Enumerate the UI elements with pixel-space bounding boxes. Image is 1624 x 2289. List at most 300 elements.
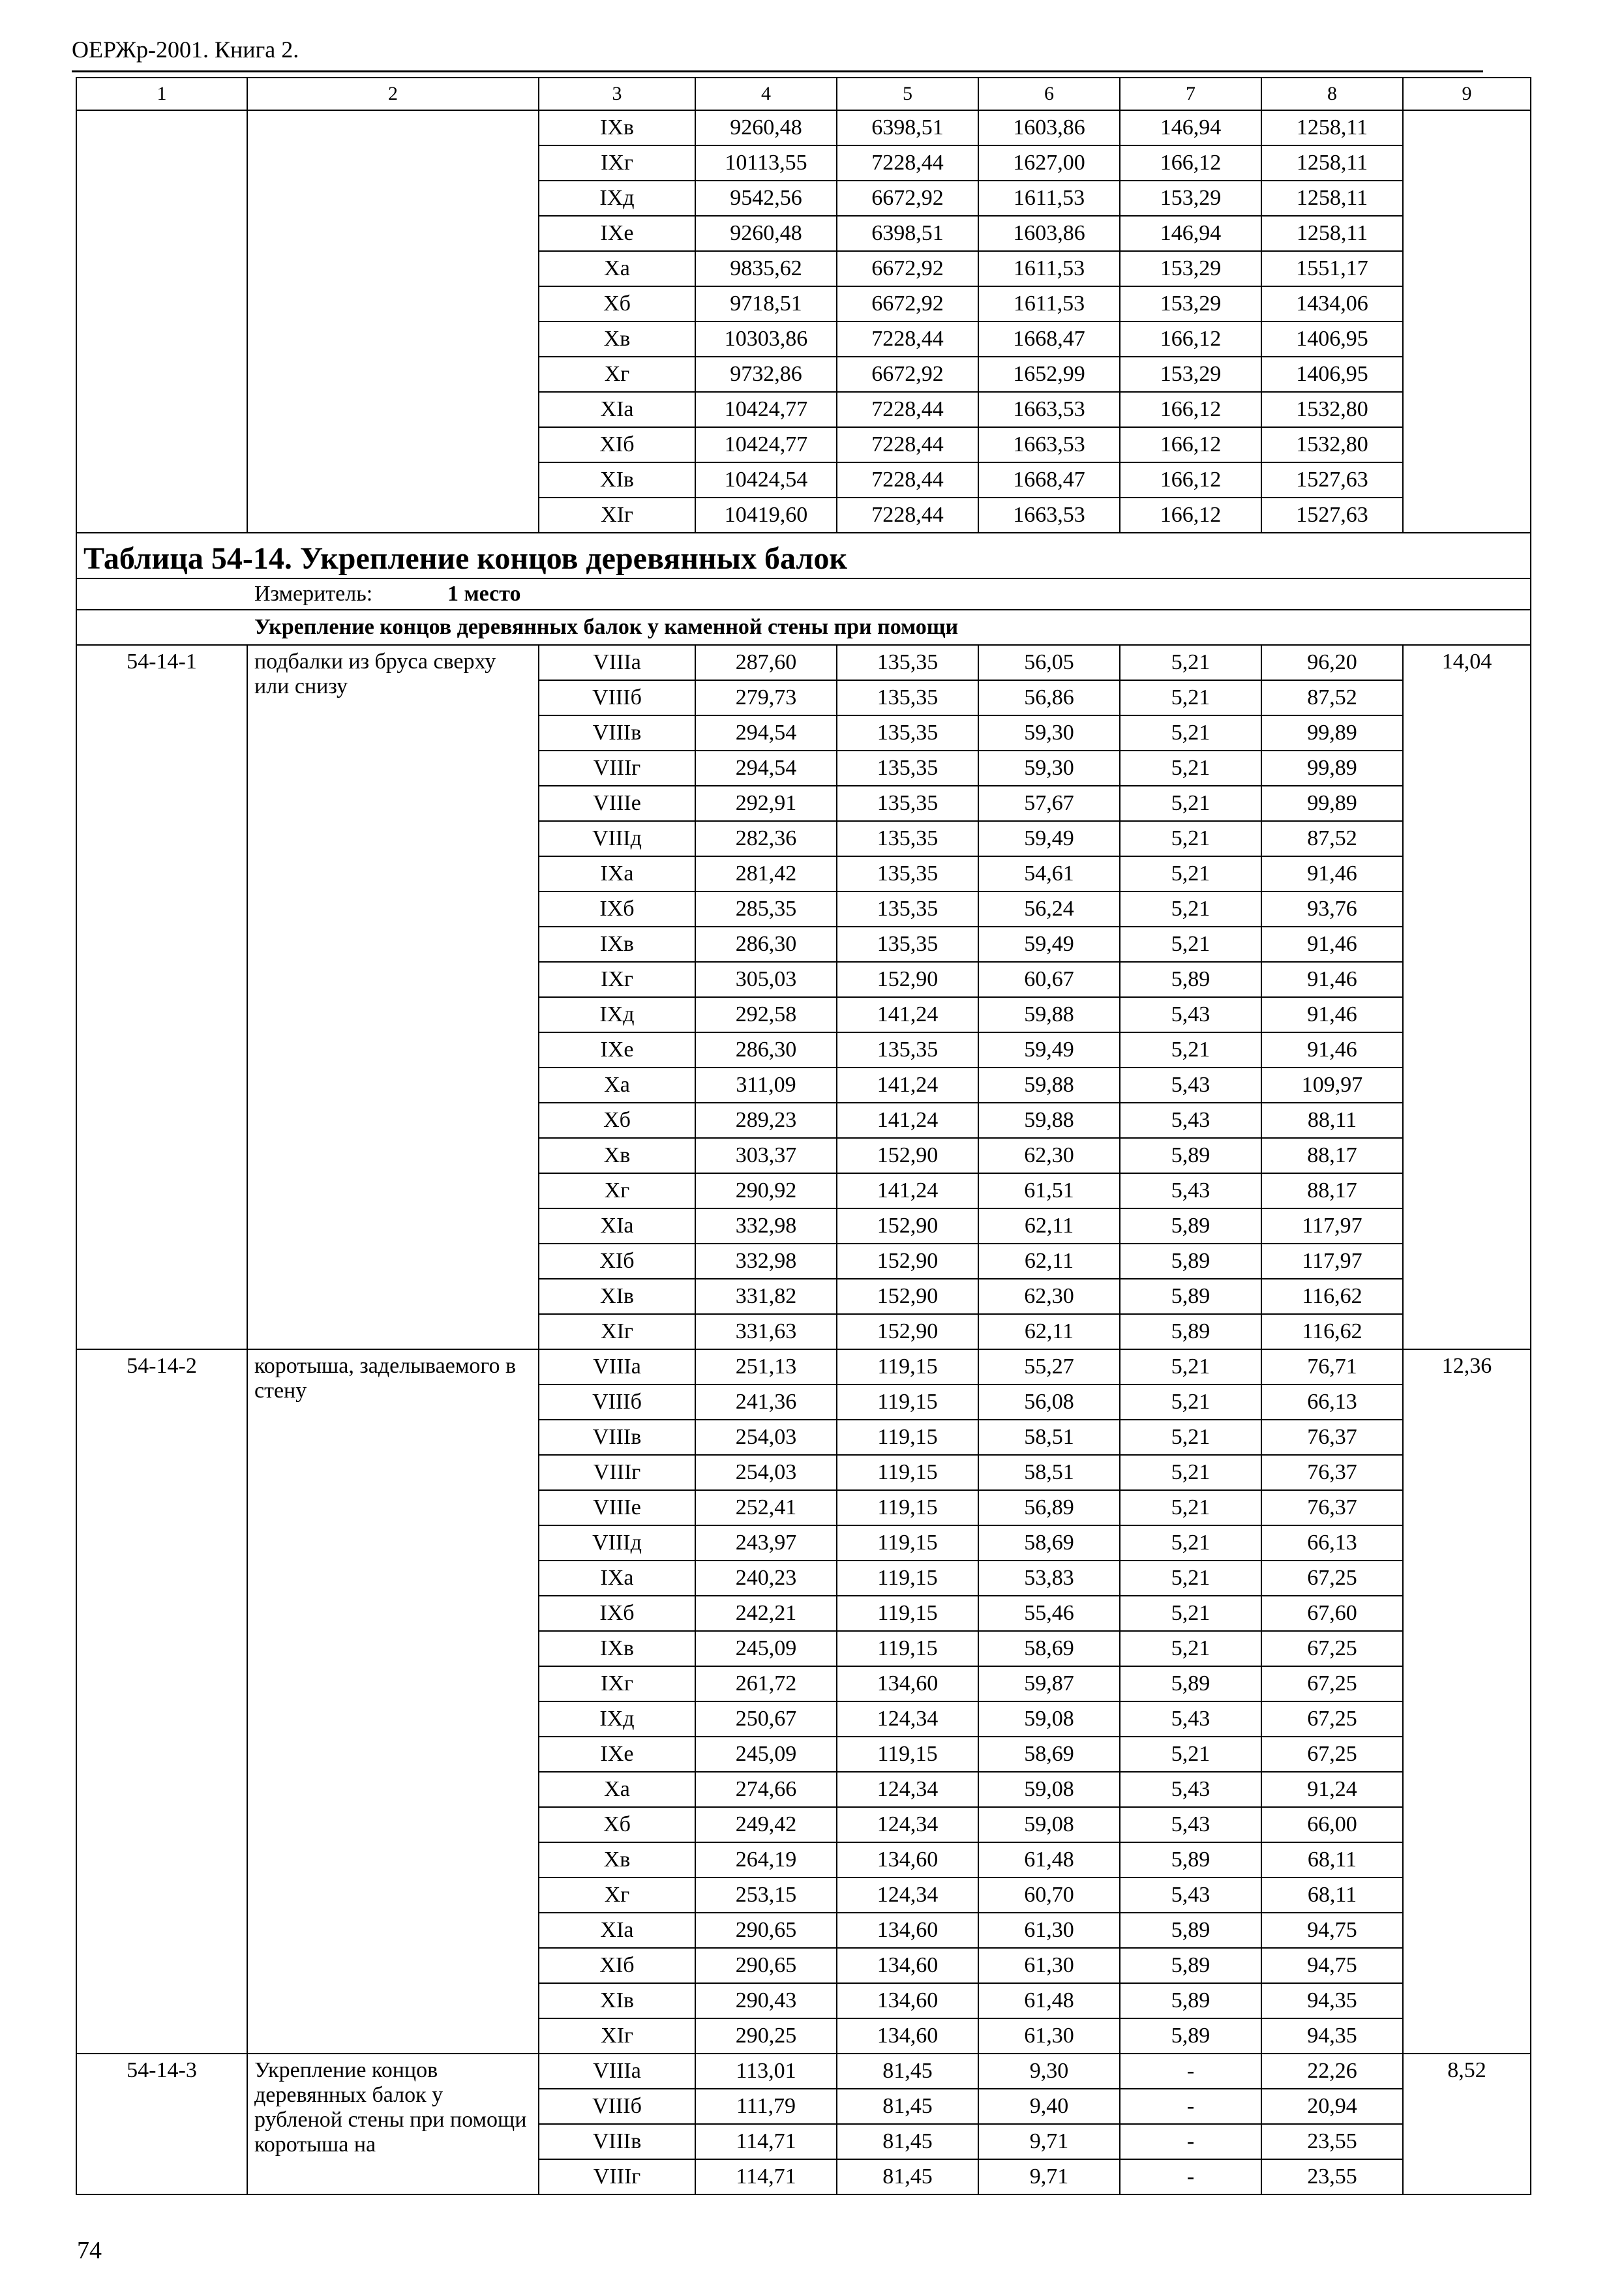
- cell-machinist-wage: 5,21: [1120, 645, 1261, 680]
- cell-machine-cost: 59,08: [978, 1807, 1120, 1842]
- cell-labor-cost: 152,90: [837, 1279, 978, 1314]
- cell-direct-cost: 10113,55: [695, 145, 837, 181]
- cell-region: XIв: [539, 1279, 695, 1314]
- cell-materials: 117,97: [1261, 1208, 1403, 1244]
- cell-materials: 68,11: [1261, 1878, 1403, 1913]
- column-number: 4: [695, 78, 837, 110]
- cell-labor-cost: 135,35: [837, 645, 978, 680]
- cell-materials: 99,89: [1261, 751, 1403, 786]
- cell-machine-cost: 56,86: [978, 680, 1120, 715]
- cell-machine-cost: 59,49: [978, 821, 1120, 856]
- cell-labor-cost: 119,15: [837, 1737, 978, 1772]
- cell-machine-cost: 60,67: [978, 962, 1120, 997]
- cell-region: IXв: [539, 110, 695, 145]
- cell-materials: 67,25: [1261, 1631, 1403, 1666]
- cell-direct-cost: 274,66: [695, 1772, 837, 1807]
- cell-direct-cost: 9260,48: [695, 110, 837, 145]
- cell-direct-cost: 264,19: [695, 1842, 837, 1878]
- cell-materials: 91,46: [1261, 997, 1403, 1032]
- cell-direct-cost: 10424,77: [695, 427, 837, 462]
- cell-region: VIIIб: [539, 2089, 695, 2124]
- cell-machine-cost: 1603,86: [978, 216, 1120, 251]
- cell-machinist-wage: 5,89: [1120, 1842, 1261, 1878]
- table-row: [76, 645, 1531, 680]
- cell-machine-cost: 62,11: [978, 1314, 1120, 1349]
- cell-materials: 1527,63: [1261, 462, 1403, 498]
- cell-machine-cost: 58,51: [978, 1455, 1120, 1490]
- cell-labor-cost: 81,45: [837, 2159, 978, 2194]
- cell-materials: 76,37: [1261, 1420, 1403, 1455]
- meter-label: Измеритель:: [254, 581, 373, 606]
- cell-materials: 93,76: [1261, 891, 1403, 927]
- cell-machinist-wage: 5,89: [1120, 1666, 1261, 1701]
- cell-extra: 8,52: [1403, 2054, 1531, 2194]
- table-row: [76, 110, 1531, 145]
- cell-machine-cost: 53,83: [978, 1561, 1120, 1596]
- cell-materials: 23,55: [1261, 2159, 1403, 2194]
- column-number-row: [76, 78, 1531, 110]
- cell-direct-cost: 331,63: [695, 1314, 837, 1349]
- cell-machinist-wage: 153,29: [1120, 286, 1261, 322]
- cell-labor-cost: 135,35: [837, 786, 978, 821]
- cell-direct-cost: 290,25: [695, 2018, 837, 2054]
- cell-direct-cost: 285,35: [695, 891, 837, 927]
- cell-machine-cost: 59,30: [978, 751, 1120, 786]
- cell-materials: 76,37: [1261, 1455, 1403, 1490]
- cell-labor-cost: 152,90: [837, 1138, 978, 1173]
- cell-direct-cost: 9835,62: [695, 251, 837, 286]
- cell-direct-cost: 286,30: [695, 927, 837, 962]
- cell-labor-cost: 141,24: [837, 1068, 978, 1103]
- cell-labor-cost: 134,60: [837, 1842, 978, 1878]
- cell-extra: 14,04: [1403, 645, 1531, 1349]
- cell-labor-cost: 135,35: [837, 927, 978, 962]
- cell-materials: 88,17: [1261, 1138, 1403, 1173]
- cell-direct-cost: 290,65: [695, 1913, 837, 1948]
- cell-direct-cost: 305,03: [695, 962, 837, 997]
- cell-region: XIв: [539, 462, 695, 498]
- cell-direct-cost: 114,71: [695, 2159, 837, 2194]
- cell-machinist-wage: 5,21: [1120, 856, 1261, 891]
- cell-materials: 76,71: [1261, 1349, 1403, 1384]
- header-rule: [72, 70, 1483, 72]
- column-number: 5: [837, 78, 978, 110]
- cell-machinist-wage: 5,43: [1120, 1772, 1261, 1807]
- cell-materials: 109,97: [1261, 1068, 1403, 1103]
- cell-labor-cost: 124,34: [837, 1701, 978, 1737]
- cell-machinist-wage: 5,21: [1120, 891, 1261, 927]
- cell-materials: 96,20: [1261, 645, 1403, 680]
- cell-machinist-wage: 5,43: [1120, 1701, 1261, 1737]
- cell-machine-cost: 56,24: [978, 891, 1120, 927]
- cell-direct-cost: 249,42: [695, 1807, 837, 1842]
- meter-row: [76, 578, 1531, 610]
- cell-labor-cost: 119,15: [837, 1631, 978, 1666]
- cell-direct-cost: 281,42: [695, 856, 837, 891]
- column-number: 7: [1120, 78, 1261, 110]
- cell-region: XIб: [539, 1244, 695, 1279]
- cell-machinist-wage: 5,89: [1120, 962, 1261, 997]
- cell-region: IXб: [539, 891, 695, 927]
- cell-machine-cost: 58,69: [978, 1737, 1120, 1772]
- column-number: 1: [76, 78, 247, 110]
- cell-direct-cost: 10419,60: [695, 498, 837, 533]
- cell-region: IXд: [539, 1701, 695, 1737]
- cell-region: IXв: [539, 927, 695, 962]
- table-title-row: [76, 533, 1531, 578]
- cell-machinist-wage: 5,89: [1120, 1244, 1261, 1279]
- cell-region: IXе: [539, 216, 695, 251]
- column-number: 2: [247, 78, 539, 110]
- cell-materials: 66,13: [1261, 1525, 1403, 1561]
- cell-machine-cost: 61,30: [978, 1913, 1120, 1948]
- cell-region: Xб: [539, 1807, 695, 1842]
- cell-machine-cost: 1663,53: [978, 427, 1120, 462]
- cell-labor-cost: 6672,92: [837, 181, 978, 216]
- cell-labor-cost: 119,15: [837, 1455, 978, 1490]
- cell-labor-cost: 141,24: [837, 1103, 978, 1138]
- cell-materials: 1527,63: [1261, 498, 1403, 533]
- cell-region: VIIIд: [539, 821, 695, 856]
- cell-machinist-wage: 5,21: [1120, 1349, 1261, 1384]
- cell-direct-cost: 9260,48: [695, 216, 837, 251]
- cell-labor-cost: 141,24: [837, 1173, 978, 1208]
- cell-machine-cost: 59,88: [978, 1068, 1120, 1103]
- cell-machinist-wage: 5,21: [1120, 1032, 1261, 1068]
- cell-materials: 1551,17: [1261, 251, 1403, 286]
- cell-machine-cost: 1652,99: [978, 357, 1120, 392]
- cell-direct-cost: 331,82: [695, 1279, 837, 1314]
- cell-direct-cost: 251,13: [695, 1349, 837, 1384]
- cell-machine-cost: 61,48: [978, 1983, 1120, 2018]
- cell-materials: 91,46: [1261, 1032, 1403, 1068]
- cell-machinist-wage: 5,21: [1120, 1420, 1261, 1455]
- cell-machine-cost: 1611,53: [978, 286, 1120, 322]
- cell-description: коротыша, заделываемого в стену: [247, 1349, 539, 2054]
- cell-machinist-wage: -: [1120, 2124, 1261, 2159]
- cell-machine-cost: 59,30: [978, 715, 1120, 751]
- cell-machine-cost: 62,30: [978, 1138, 1120, 1173]
- cell-labor-cost: 7228,44: [837, 498, 978, 533]
- cell-materials: 67,60: [1261, 1596, 1403, 1631]
- cell-materials: 99,89: [1261, 786, 1403, 821]
- cell-region: VIIIв: [539, 2124, 695, 2159]
- cell-machine-cost: 1611,53: [978, 251, 1120, 286]
- cell-materials: 94,75: [1261, 1913, 1403, 1948]
- meter-value: 1 место: [447, 581, 521, 606]
- cell-materials: 1258,11: [1261, 145, 1403, 181]
- cell-direct-cost: 10424,54: [695, 462, 837, 498]
- cell-labor-cost: 7228,44: [837, 427, 978, 462]
- cell-direct-cost: 245,09: [695, 1737, 837, 1772]
- cell-region: IXг: [539, 145, 695, 181]
- cell-materials: 1532,80: [1261, 392, 1403, 427]
- cell-machine-cost: 61,51: [978, 1173, 1120, 1208]
- page-header: ОЕРЖр-2001. Книга 2.: [72, 37, 299, 63]
- cell-machinist-wage: 5,21: [1120, 1455, 1261, 1490]
- cell-machine-cost: 59,08: [978, 1701, 1120, 1737]
- cell-machine-cost: 55,46: [978, 1596, 1120, 1631]
- cell-region: XIб: [539, 1948, 695, 1983]
- cell-machine-cost: 1603,86: [978, 110, 1120, 145]
- cell-machinist-wage: 146,94: [1120, 216, 1261, 251]
- cell-labor-cost: 81,45: [837, 2054, 978, 2089]
- cell-direct-cost: 290,43: [695, 1983, 837, 2018]
- cell-machinist-wage: 5,43: [1120, 1807, 1261, 1842]
- cell-machinist-wage: 5,21: [1120, 1631, 1261, 1666]
- cell-materials: 1406,95: [1261, 357, 1403, 392]
- cell-machinist-wage: 5,89: [1120, 1983, 1261, 2018]
- cell-region: XIа: [539, 1208, 695, 1244]
- cell-machinist-wage: 166,12: [1120, 498, 1261, 533]
- cell-machinist-wage: 5,21: [1120, 1596, 1261, 1631]
- cell-machine-cost: 1611,53: [978, 181, 1120, 216]
- cell-region: VIIIе: [539, 1490, 695, 1525]
- cell-machine-cost: 58,69: [978, 1631, 1120, 1666]
- cell-labor-cost: 134,60: [837, 1948, 978, 1983]
- cell-materials: 91,46: [1261, 962, 1403, 997]
- cell-region: Xб: [539, 286, 695, 322]
- cell-machine-cost: 58,69: [978, 1525, 1120, 1561]
- cell-direct-cost: 250,67: [695, 1701, 837, 1737]
- cell-labor-cost: 134,60: [837, 1983, 978, 2018]
- cell-machine-cost: 61,30: [978, 1948, 1120, 1983]
- cell-direct-cost: 114,71: [695, 2124, 837, 2159]
- cell-machinist-wage: 5,21: [1120, 1561, 1261, 1596]
- cell-materials: 66,13: [1261, 1384, 1403, 1420]
- column-number: 9: [1403, 78, 1531, 110]
- cell-region: IXе: [539, 1032, 695, 1068]
- cell-labor-cost: 6398,51: [837, 110, 978, 145]
- cell-machinist-wage: 166,12: [1120, 392, 1261, 427]
- cell-region: IXг: [539, 1666, 695, 1701]
- cell-materials: 1258,11: [1261, 110, 1403, 145]
- cell-direct-cost: 113,01: [695, 2054, 837, 2089]
- table-row: [76, 1349, 1531, 1384]
- table-title: Таблица 54-14. Укрепление концов деревянных балок: [76, 533, 1531, 578]
- cell-region: VIIIд: [539, 1525, 695, 1561]
- cell-region: VIIIв: [539, 1420, 695, 1455]
- cell-machinist-wage: 5,43: [1120, 1103, 1261, 1138]
- cell-machine-cost: 59,88: [978, 997, 1120, 1032]
- cell-machinist-wage: 5,21: [1120, 715, 1261, 751]
- cell-machinist-wage: 5,89: [1120, 1138, 1261, 1173]
- cell-direct-cost: 294,54: [695, 715, 837, 751]
- cell-labor-cost: 119,15: [837, 1561, 978, 1596]
- cell-region: VIIIе: [539, 786, 695, 821]
- cell-machine-cost: 9,40: [978, 2089, 1120, 2124]
- cell-region: Xа: [539, 1772, 695, 1807]
- cell-machinist-wage: 5,21: [1120, 1525, 1261, 1561]
- cell-direct-cost: 290,92: [695, 1173, 837, 1208]
- column-number: 6: [978, 78, 1120, 110]
- cell-region: VIIIв: [539, 715, 695, 751]
- cell-machinist-wage: 153,29: [1120, 357, 1261, 392]
- cell-region: VIIIа: [539, 1349, 695, 1384]
- cell-region: VIIIб: [539, 1384, 695, 1420]
- cell-machinist-wage: 5,21: [1120, 821, 1261, 856]
- cell-machine-cost: 59,87: [978, 1666, 1120, 1701]
- cell-machinist-wage: -: [1120, 2159, 1261, 2194]
- cell-extra: 12,36: [1403, 1349, 1531, 2054]
- cell-direct-cost: 111,79: [695, 2089, 837, 2124]
- cell-direct-cost: 9732,86: [695, 357, 837, 392]
- cell-region: XIв: [539, 1983, 695, 2018]
- cell-machinist-wage: 166,12: [1120, 145, 1261, 181]
- cell-labor-cost: 119,15: [837, 1349, 978, 1384]
- cell-direct-cost: 286,30: [695, 1032, 837, 1068]
- cell-machine-cost: 56,05: [978, 645, 1120, 680]
- cell-materials: 91,24: [1261, 1772, 1403, 1807]
- cell-materials: 67,25: [1261, 1701, 1403, 1737]
- cell-labor-cost: 124,34: [837, 1772, 978, 1807]
- cell-labor-cost: 134,60: [837, 1913, 978, 1948]
- cell-direct-cost: 252,41: [695, 1490, 837, 1525]
- cell-machinist-wage: 153,29: [1120, 181, 1261, 216]
- cell-region: Xа: [539, 1068, 695, 1103]
- cell-materials: 117,97: [1261, 1244, 1403, 1279]
- rates-table: [76, 77, 1531, 2195]
- cell-materials: 94,75: [1261, 1948, 1403, 1983]
- cell-machine-cost: 1627,00: [978, 145, 1120, 181]
- cell-direct-cost: 9542,56: [695, 181, 837, 216]
- cell-materials: 22,26: [1261, 2054, 1403, 2089]
- cell-machinist-wage: 5,21: [1120, 1737, 1261, 1772]
- cell-labor-cost: 6672,92: [837, 251, 978, 286]
- cell-labor-cost: 119,15: [837, 1420, 978, 1455]
- cell-direct-cost: 10303,86: [695, 322, 837, 357]
- cell-labor-cost: 7228,44: [837, 462, 978, 498]
- cell-machinist-wage: 166,12: [1120, 322, 1261, 357]
- column-number: 3: [539, 78, 695, 110]
- cell-materials: 66,00: [1261, 1807, 1403, 1842]
- cell-labor-cost: 134,60: [837, 2018, 978, 2054]
- cell-labor-cost: 135,35: [837, 821, 978, 856]
- cell-materials: 1258,11: [1261, 216, 1403, 251]
- cell-labor-cost: 6672,92: [837, 286, 978, 322]
- cell-machinist-wage: 5,89: [1120, 2018, 1261, 2054]
- cell-labor-cost: 135,35: [837, 680, 978, 715]
- cell-machinist-wage: 5,21: [1120, 786, 1261, 821]
- cell-direct-cost: 294,54: [695, 751, 837, 786]
- cell-machine-cost: 1663,53: [978, 498, 1120, 533]
- cell-machine-cost: 61,30: [978, 2018, 1120, 2054]
- cell-labor-cost: 135,35: [837, 891, 978, 927]
- cell-labor-cost: 135,35: [837, 1032, 978, 1068]
- cell-region: IXг: [539, 962, 695, 997]
- cell-materials: 87,52: [1261, 680, 1403, 715]
- cell-labor-cost: 119,15: [837, 1490, 978, 1525]
- cell-direct-cost: 254,03: [695, 1420, 837, 1455]
- cell-description: подбалки из бруса сверху или снизу: [247, 645, 539, 1349]
- cell-labor-cost: 152,90: [837, 962, 978, 997]
- cell-machinist-wage: 166,12: [1120, 462, 1261, 498]
- cell-machine-cost: 62,11: [978, 1244, 1120, 1279]
- cell-materials: 67,25: [1261, 1666, 1403, 1701]
- cell-direct-cost: 10424,77: [695, 392, 837, 427]
- cell-region: VIIIг: [539, 2159, 695, 2194]
- cell-machine-cost: 1668,47: [978, 322, 1120, 357]
- cell-machinist-wage: 146,94: [1120, 110, 1261, 145]
- cell-machinist-wage: 5,21: [1120, 751, 1261, 786]
- cell-machine-cost: 60,70: [978, 1878, 1120, 1913]
- cell-code: 54-14-3: [76, 2054, 247, 2194]
- cell-direct-cost: 9718,51: [695, 286, 837, 322]
- cell-region: XIг: [539, 2018, 695, 2054]
- cell-desc-empty: [247, 110, 539, 533]
- cell-direct-cost: 290,65: [695, 1948, 837, 1983]
- cell-materials: 99,89: [1261, 715, 1403, 751]
- cell-machinist-wage: 5,21: [1120, 1490, 1261, 1525]
- cell-region: IXа: [539, 1561, 695, 1596]
- cell-description: Укрепление концов деревянных балок у рубленой стены при помощи коротыша на: [247, 2054, 539, 2194]
- cell-machinist-wage: 5,43: [1120, 1173, 1261, 1208]
- cell-machine-cost: 1668,47: [978, 462, 1120, 498]
- cell-labor-cost: 6672,92: [837, 357, 978, 392]
- cell-direct-cost: 253,15: [695, 1878, 837, 1913]
- page-number: 74: [77, 2237, 102, 2264]
- cell-machine-cost: 55,27: [978, 1349, 1120, 1384]
- cell-materials: 1434,06: [1261, 286, 1403, 322]
- cell-machine-cost: 1663,53: [978, 392, 1120, 427]
- cell-materials: 67,25: [1261, 1561, 1403, 1596]
- cell-labor-cost: 124,34: [837, 1807, 978, 1842]
- cell-direct-cost: 254,03: [695, 1455, 837, 1490]
- cell-direct-cost: 292,58: [695, 997, 837, 1032]
- cell-machinist-wage: 166,12: [1120, 427, 1261, 462]
- cell-machinist-wage: 5,21: [1120, 927, 1261, 962]
- cell-direct-cost: 311,09: [695, 1068, 837, 1103]
- cell-materials: 76,37: [1261, 1490, 1403, 1525]
- cell-machine-cost: 59,49: [978, 927, 1120, 962]
- cell-direct-cost: 241,36: [695, 1384, 837, 1420]
- cell-materials: 87,52: [1261, 821, 1403, 856]
- cell-direct-cost: 287,60: [695, 645, 837, 680]
- cell-materials: 88,11: [1261, 1103, 1403, 1138]
- cell-materials: 94,35: [1261, 2018, 1403, 2054]
- cell-region: VIIIб: [539, 680, 695, 715]
- cell-code: 54-14-2: [76, 1349, 247, 2054]
- cell-labor-cost: 81,45: [837, 2089, 978, 2124]
- cell-materials: 67,25: [1261, 1737, 1403, 1772]
- cell-region: Xв: [539, 322, 695, 357]
- cell-materials: 20,94: [1261, 2089, 1403, 2124]
- cell-machine-cost: 56,89: [978, 1490, 1120, 1525]
- cell-materials: 94,35: [1261, 1983, 1403, 2018]
- cell-machinist-wage: 5,21: [1120, 680, 1261, 715]
- cell-machinist-wage: 5,89: [1120, 1279, 1261, 1314]
- cell-region: Xг: [539, 1878, 695, 1913]
- cell-machinist-wage: 5,89: [1120, 1948, 1261, 1983]
- cell-region: Xг: [539, 1173, 695, 1208]
- cell-labor-cost: 119,15: [837, 1384, 978, 1420]
- cell-materials: 88,17: [1261, 1173, 1403, 1208]
- cell-direct-cost: 240,23: [695, 1561, 837, 1596]
- section-title-row: [76, 610, 1531, 645]
- cell-direct-cost: 303,37: [695, 1138, 837, 1173]
- cell-labor-cost: 135,35: [837, 751, 978, 786]
- cell-labor-cost: 134,60: [837, 1666, 978, 1701]
- cell-direct-cost: 282,36: [695, 821, 837, 856]
- cell-region: Xа: [539, 251, 695, 286]
- cell-machine-cost: 54,61: [978, 856, 1120, 891]
- cell-materials: 116,62: [1261, 1314, 1403, 1349]
- cell-machine-cost: 62,11: [978, 1208, 1120, 1244]
- cell-machine-cost: 59,49: [978, 1032, 1120, 1068]
- cell-machinist-wage: 153,29: [1120, 251, 1261, 286]
- cell-machine-cost: 59,88: [978, 1103, 1120, 1138]
- cell-direct-cost: 245,09: [695, 1631, 837, 1666]
